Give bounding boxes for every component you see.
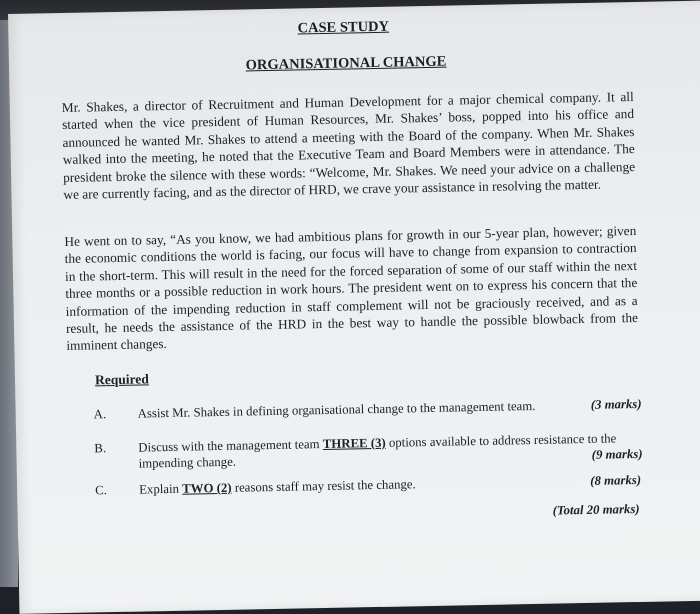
case-study-page [8,1,700,614]
question-letter: A. [93,407,107,422]
paragraph-context: He went on to say, “As you know, we had ambitious plans for growth in our 5-year plan, however; given the economic conditions the world is facing, our focus will have to change from expansion to contraction in the short-term. This will result in the need for the forced separation of some of our staff within the next three months or a possible reduction in work hours. The president went on to express his concern that the information of the impending reduction in staff complement will not be graciously received, and as a result, he needs the assistance of the HRD in the best way to handle the possible blowback from the imminent changes. [64,222,639,354]
question-text-before: Discuss with the management team [138,437,323,455]
question-letter: C. [95,483,108,498]
total-marks: (Total 20 marks) [552,501,640,518]
question-letter: B. [94,441,107,456]
question-b [94,430,643,471]
question-text-before: Explain [139,481,183,497]
question-text [139,474,559,498]
paragraph-intro: Mr. Shakes, a director of Recruitment and Human Development for a major chemical company. It all started when the vice president of Human Resources, Mr. Shakes’ boss, popped into his office and announced he wanted Mr. Shakes to attend a meeting with the Board of the company. When Mr. Shakes walked into the meeting, he noted that the Executive Team and Board Members were in attendance. The president broke the silence with these words: “Welcome, Mr. Shakes. We need your advice on a challenge we are currently facing, and as the director of HRD, we crave your assistance in resolving the matter. [61,89,636,202]
question-marks: (3 marks) [590,396,642,412]
question-c [95,472,643,498]
question-text-after: reasons staff may resist the change. [231,477,416,495]
organisational-change-subheading: ORGANISATIONAL CHANGE [245,53,447,74]
question-marks: (8 marks) [590,472,642,488]
question-marks: (9 marks) [591,446,643,462]
question-emphasis: TWO (2) [182,480,232,496]
question-emphasis: THREE (3) [322,435,386,452]
required-label: Required [94,371,149,388]
question-text [138,430,639,472]
question-a [93,396,642,422]
case-study-heading: CASE STUDY [297,18,390,37]
question-text-after: options available to address resistance to the impending change. [138,431,617,471]
question-text: Assist Mr. Shakes in defining organisational change to the management team. [137,398,536,421]
